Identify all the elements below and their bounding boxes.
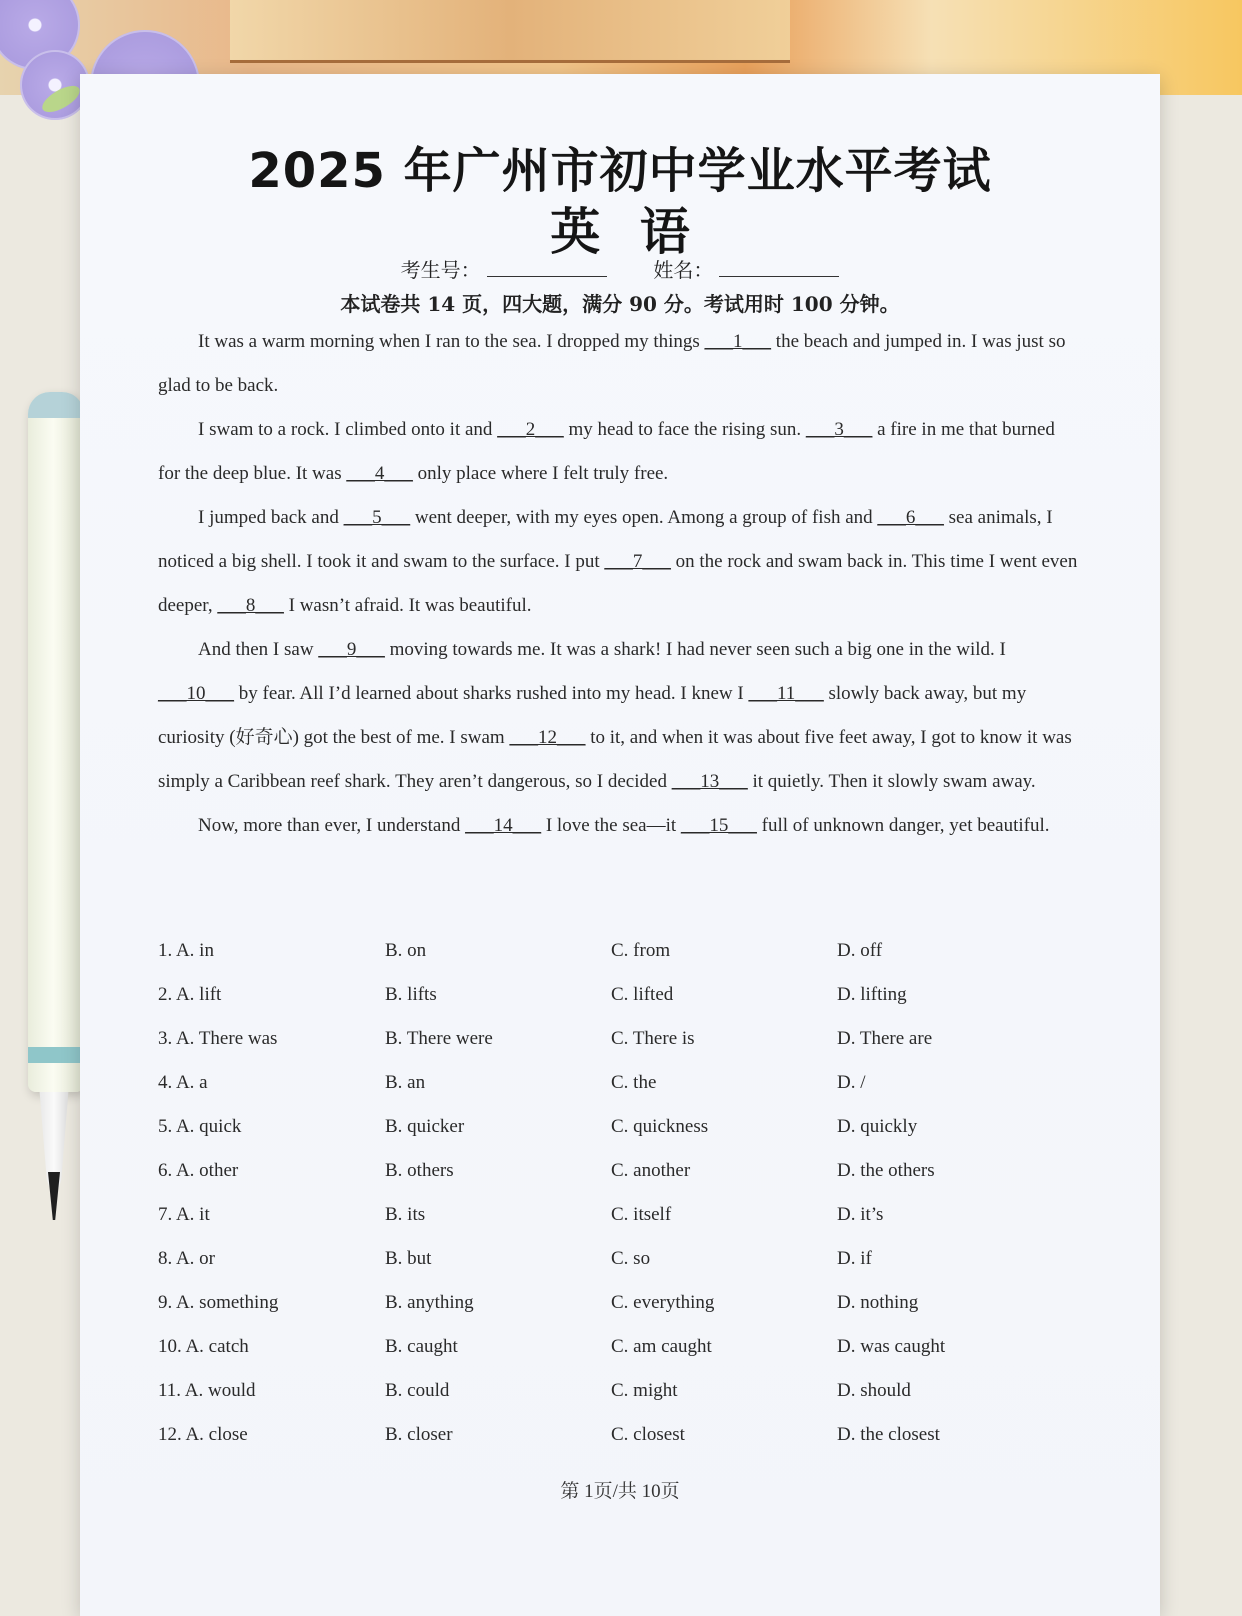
passage-text: the beach and jumped in. I was just so glad to be back. bbox=[158, 331, 1066, 396]
cloze-blank: ___1___ bbox=[704, 331, 772, 352]
passage-paragraph bbox=[158, 496, 1078, 628]
answer-options bbox=[158, 929, 1078, 1457]
question-row bbox=[158, 1193, 1078, 1237]
option-d: D. the others bbox=[837, 1160, 935, 1181]
name-blank bbox=[719, 260, 839, 277]
question-row bbox=[158, 973, 1078, 1017]
question-row bbox=[158, 929, 1078, 973]
exam-notice: 本试卷共 14 页，四大题，满分 90 分。考试用时 100 分钟。 bbox=[340, 292, 900, 316]
question-row bbox=[158, 1325, 1078, 1369]
option-b: B. anything bbox=[385, 1292, 474, 1313]
exam-subject: 英 语 bbox=[550, 203, 690, 261]
option-b: B. closer bbox=[385, 1424, 453, 1445]
option-c: C. closest bbox=[611, 1424, 685, 1445]
passage-paragraph bbox=[158, 804, 1078, 848]
option-b: B. quicker bbox=[385, 1116, 465, 1137]
passage-text: I wasn’t afraid. It was beautiful. bbox=[283, 595, 532, 616]
passage-text: It was a warm morning when I ran to the sea. I dropped my things bbox=[198, 331, 705, 352]
option-b: B. lifts bbox=[385, 984, 437, 1005]
passage-text: a fire in me that burned for the deep blue. It was bbox=[158, 419, 1055, 484]
passage-text: only place where I felt truly free. bbox=[412, 463, 669, 484]
option-c: C. another bbox=[611, 1160, 691, 1181]
option-c: C. quickness bbox=[611, 1116, 709, 1137]
option-a: 8. A. or bbox=[158, 1248, 215, 1269]
passage-paragraph bbox=[158, 628, 1078, 804]
question-row bbox=[158, 1281, 1078, 1325]
cloze-blank: ___5___ bbox=[343, 507, 411, 528]
question-row bbox=[158, 1149, 1078, 1193]
option-c: C. everything bbox=[611, 1292, 715, 1313]
passage-text: Now, more than ever, I understand bbox=[198, 815, 466, 836]
option-d: D. the closest bbox=[837, 1424, 940, 1445]
passage-text: full of unknown danger, yet beautiful. bbox=[756, 815, 1050, 836]
passage-text: to it, and when it was about five feet away, I got to know it was simply a Caribbean reef shark. They aren’t dangerous, so I decided bbox=[158, 727, 1072, 792]
option-a: 5. A. quick bbox=[158, 1116, 242, 1137]
cloze-blank: ___6___ bbox=[877, 507, 944, 528]
option-c: C. lifted bbox=[611, 984, 674, 1005]
passage-paragraph bbox=[158, 320, 1078, 408]
option-a: 1. A. in bbox=[158, 940, 214, 961]
passage-text: sea animals, I noticed a big shell. I took it and swam to the surface. I put bbox=[158, 507, 1053, 572]
option-b: B. its bbox=[385, 1204, 426, 1225]
option-c: C. from bbox=[611, 940, 671, 961]
exam-title: 2025 年广州市初中学业水平考试 bbox=[248, 143, 992, 199]
question-row bbox=[158, 1105, 1078, 1149]
cloze-blank: ___4___ bbox=[346, 463, 413, 484]
page-number: 第 1页/共 10页 bbox=[560, 1481, 680, 1502]
cloze-blank: ___12___ bbox=[509, 727, 586, 748]
option-a: 6. A. other bbox=[158, 1160, 239, 1181]
option-a: 3. A. There was bbox=[158, 1028, 278, 1049]
passage-text: it quietly. Then it slowly swam away. bbox=[747, 771, 1036, 792]
option-d: D. was caught bbox=[837, 1336, 946, 1357]
cloze-blank: ___2___ bbox=[497, 419, 564, 440]
cloze-blank: ___11___ bbox=[748, 683, 824, 704]
passage-text: And then I saw bbox=[198, 639, 319, 660]
marker-pen bbox=[28, 392, 84, 1092]
option-b: B. could bbox=[385, 1380, 450, 1401]
passage-text: went deeper, with my eyes open. Among a group of fish and bbox=[410, 507, 878, 528]
question-row bbox=[158, 1413, 1078, 1457]
pen-grip-band bbox=[28, 1047, 84, 1063]
question-row bbox=[158, 1061, 1078, 1105]
candidate-no-label: 考生号： bbox=[400, 258, 481, 282]
option-a: 7. A. it bbox=[158, 1204, 210, 1225]
option-b: B. an bbox=[385, 1072, 426, 1093]
option-c: C. am caught bbox=[611, 1336, 712, 1357]
option-d: D. if bbox=[837, 1248, 872, 1269]
passage-paragraph bbox=[158, 408, 1078, 496]
candidate-fields bbox=[80, 254, 1160, 283]
passage-text: moving towards me. It was a shark! I had never seen such a big one in the wild. I bbox=[384, 639, 1006, 660]
option-a: 2. A. lift bbox=[158, 984, 222, 1005]
option-d: D. should bbox=[837, 1380, 911, 1401]
cloze-blank: ___3___ bbox=[805, 419, 873, 440]
option-a: 11. A. would bbox=[158, 1380, 256, 1401]
option-c: C. might bbox=[611, 1380, 678, 1401]
question-row bbox=[158, 1237, 1078, 1281]
passage-text: I love the sea—it bbox=[541, 815, 681, 836]
option-a: 12. A. close bbox=[158, 1424, 248, 1445]
passage-text: I swam to a rock. I climbed onto it and bbox=[198, 419, 498, 440]
name-label: 姓名： bbox=[653, 258, 714, 282]
cloze-blank: ___15___ bbox=[680, 815, 757, 836]
cloze-blank: ___7___ bbox=[604, 551, 671, 572]
exam-paper bbox=[80, 74, 1160, 1616]
pen-cap-band bbox=[28, 392, 84, 418]
cloze-blank: ___9___ bbox=[318, 639, 385, 660]
option-c: C. so bbox=[611, 1248, 651, 1269]
passage-text: I jumped back and bbox=[198, 507, 344, 528]
passage-text: on the rock and swam back in. This time I went even deeper, bbox=[158, 551, 1078, 616]
option-d: D. lifting bbox=[837, 984, 907, 1005]
option-d: D. quickly bbox=[837, 1116, 918, 1137]
option-c: C. itself bbox=[611, 1204, 672, 1225]
option-b: B. caught bbox=[385, 1336, 458, 1357]
cloze-blank: ___13___ bbox=[671, 771, 748, 792]
option-b: B. others bbox=[385, 1160, 454, 1181]
candidate-no-blank bbox=[487, 260, 607, 277]
option-a: 9. A. something bbox=[158, 1292, 279, 1313]
option-a: 10. A. catch bbox=[158, 1336, 249, 1357]
option-d: D. it’s bbox=[837, 1204, 884, 1225]
question-row bbox=[158, 1017, 1078, 1061]
passage-text: by fear. All I’d learned about sharks rushed into my head. I knew I bbox=[234, 683, 749, 704]
option-d: D. nothing bbox=[837, 1292, 919, 1313]
cloze-blank: ___10___ bbox=[158, 683, 234, 704]
cloze-blank: ___14___ bbox=[465, 815, 542, 836]
pen-nib bbox=[48, 1172, 60, 1220]
option-c: C. There is bbox=[611, 1028, 695, 1049]
question-row bbox=[158, 1369, 1078, 1413]
option-b: B. but bbox=[385, 1248, 432, 1269]
option-d: D. off bbox=[837, 940, 883, 961]
option-d: D. / bbox=[837, 1072, 866, 1093]
background-book-spine bbox=[230, 0, 790, 63]
option-b: B. on bbox=[385, 940, 427, 961]
option-d: D. There are bbox=[837, 1028, 933, 1049]
cloze-blank: ___8___ bbox=[217, 595, 284, 616]
passage-text: my head to face the rising sun. bbox=[563, 419, 806, 440]
option-a: 4. A. a bbox=[158, 1072, 208, 1093]
cloze-passage bbox=[158, 320, 1078, 848]
option-c: C. the bbox=[611, 1072, 657, 1093]
passage-text: slowly back away, but my curiosity (好奇心) got the best of me. I swam bbox=[158, 683, 1027, 748]
option-b: B. There were bbox=[385, 1028, 493, 1049]
